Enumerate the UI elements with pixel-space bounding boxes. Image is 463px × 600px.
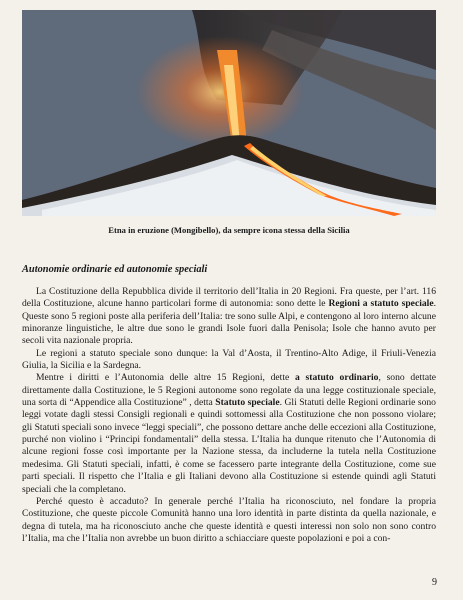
page-number: 9	[432, 577, 437, 588]
paragraph-3: Mentre i diritti e l’Autonomia delle altre 15 Regioni, dette a statuto ordinario, sono dettate direttamente dalla Costituzione, le 5 Regioni autonome sono regolate da una legge costituzionale speciale, una sorta di “Appendice alla Costituzione” , detta Statuto speciale. Gli Statuti delle Regioni ordinarie sono leggi votate dagli stessi Consigli regionali e quindi sottomessi alla Costituzione che non possono violare; gli Statuti speciali sono invece “leggi speciali”, che possono dettare anche delle eccezioni alla Costituzione, purché non violino i “Principi fondamentali” della stessa. L’Italia ha dunque ritenuto che l’Autonomia di alcune regioni fosse così importante per la Nazione stessa, da includerne la tutela nella Costituzione medesima. Gli Statuti speciali, infatti, è come se facessero parte integrante della Costituzione, come sue parti speciali. Il rispetto che l’Italia e gli Italiani devono alla Costituzione si estende quindi agli Statuti speciali che la completano.	[22, 372, 436, 495]
etna-eruption-photo	[22, 10, 436, 216]
paragraph-2: Le regioni a statuto speciale sono dunque: la Val d’Aosta, il Trentino-Alto Adige, il Friuli-Venezia Giulia, la Sicilia e la Sardegna.	[22, 347, 436, 372]
body-text	[22, 286, 436, 545]
section-heading: Autonomie ordinarie ed autonomie speciali	[22, 264, 208, 275]
photo-caption: Etna in eruzione (Mongibello), da sempre icona stessa della Sicilia	[108, 225, 350, 235]
paragraph-1: La Costituzione della Repubblica divide il territorio dell’Italia in 20 Regioni. Fra queste, per l’art. 116 della Costituzione, alcune hanno particolari forme di autonomia: sono dette le Regioni a statuto speciale. Queste sono 5 regioni poste alla periferia dell’Italia: tre sono sulle Alpi, e contengono al loro interno alcune minoranze linguistiche, le altre due sono le grandi Isole fuori dalla Penisola; Isole che hanno avuto per secoli vita nazionale propria.	[22, 286, 436, 347]
volcano-illustration	[22, 10, 436, 216]
paragraph-4: Perché questo è accaduto? In generale perché l’Italia ha riconosciuto, nel fondare la propria Costituzione, che queste piccole Comunità hanno una loro identità in parte distinta da quella nazionale, e degna di tutela, ma ha riconosciuto anche che queste identità e questi interessi non solo non sono contro l’Italia, ma che l’Italia non avrebbe un buon diritto a schiacciare queste popolazioni e poi a con-	[22, 495, 436, 544]
